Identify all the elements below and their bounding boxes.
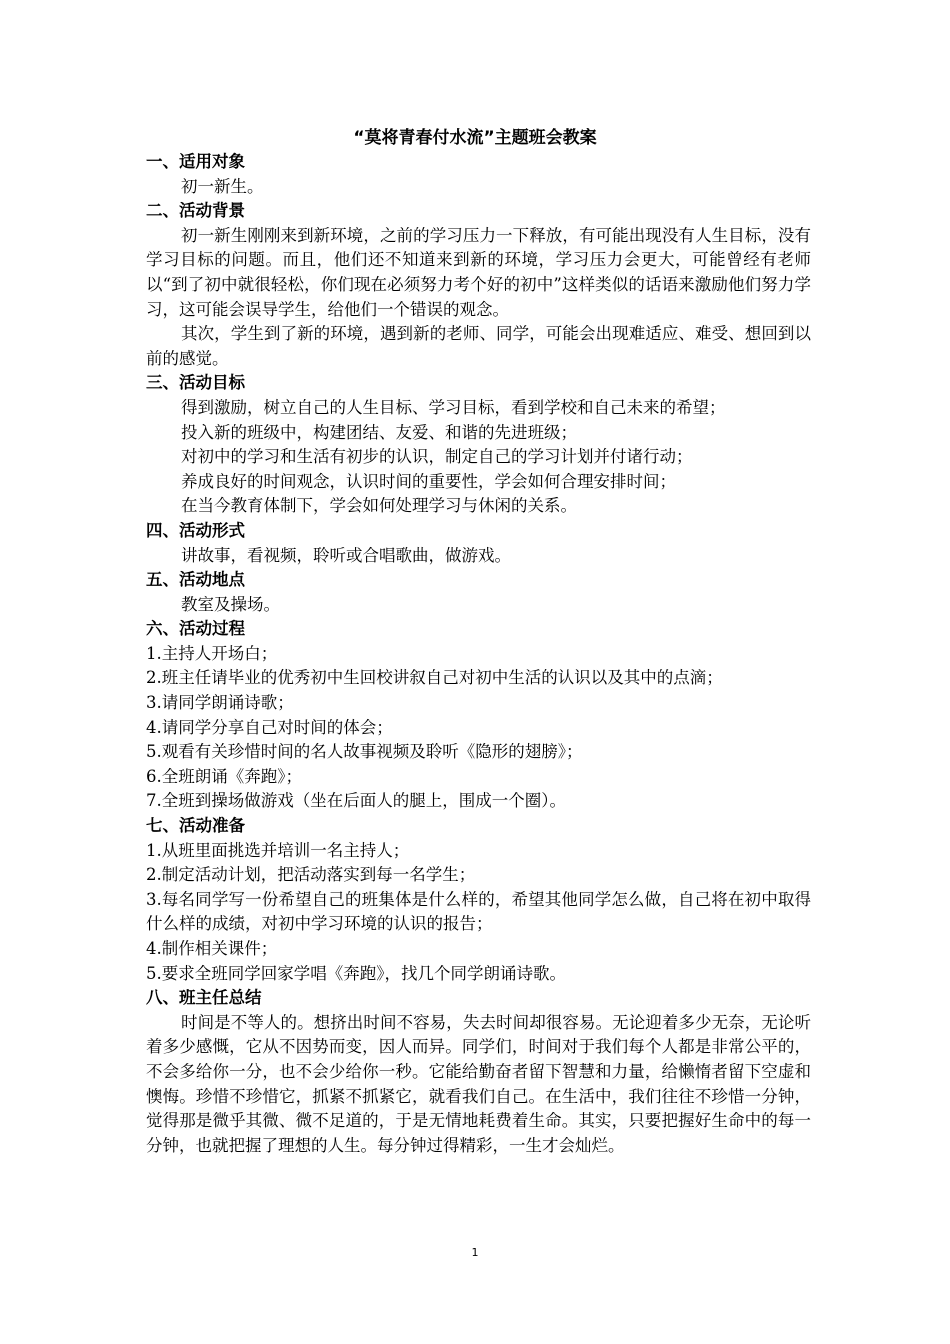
section-text-target: 初一新生。: [181, 176, 264, 196]
goal-item: 投入新的班级中，构建团结、友爱、和谐的先进班级；: [181, 422, 577, 442]
preparation-item: 2.制定活动计划，把活动落实到每一名学生；: [146, 865, 476, 885]
process-item: 4.请同学分享自己对时间的体会；: [146, 717, 393, 737]
background-paragraph-2: 其次，学生到了新的环境，遇到新的老师、同学，可能会出现难适应、难受、想回到以前的感觉。: [146, 324, 811, 368]
goal-item: 在当今教育体制下，学会如何处理学习与休闲的关系。: [181, 496, 577, 516]
section-heading-summary: 八、班主任总结: [146, 988, 262, 1008]
summary-paragraph: 时间是不等人的。想挤出时间不容易，失去时间却很容易。无论迎着多少无奈，无论听着多少感慨，它从不因势而变，因人而异。同学们，时间对于我们每个人都是非常公平的，不会多给你一分，也不会少给你一秒。它能给勤奋者留下智慧和力量，给懒惰者留下空虚和懊悔。珍惜不珍惜它，抓紧不抓紧它，就看我们自己。在生活中，我们往往不珍惜一分钟，觉得那是微乎其微、微不足道的，于是无情地耗费着生命。其实，只要把握好生命中的每一分钟，也就把握了理想的人生。每分钟过得精彩，一生才会灿烂。: [146, 1012, 811, 1155]
process-item: 6.全班朗诵《奔跑》；: [146, 766, 302, 786]
page-number: 1: [471, 1246, 479, 1259]
document-body: [146, 150, 811, 1158]
preparation-item: 4.制作相关课件；: [146, 939, 278, 958]
page-title: “莫将青春付水流”主题班会教案: [353, 128, 597, 148]
preparation-item: 3.每名同学写一份希望自己的班集体是什么样的，希望其他同学怎么做，自己将在初中取得什么样的成绩，对初中学习环境的认识的报告；: [146, 889, 811, 934]
process-item: 1.主持人开场白；: [146, 643, 278, 663]
preparation-item: 5.要求全班同学回家学唱《奔跑》，找几个同学朗诵诗歌。: [146, 963, 566, 983]
section-heading-goals: 三、活动目标: [146, 373, 245, 393]
process-item: 3.请同学朗诵诗歌；: [146, 693, 294, 713]
section-heading-location: 五、活动地点: [146, 570, 245, 590]
section-heading-format: 四、活动形式: [146, 520, 245, 540]
background-paragraph-1: 初一新生刚刚来到新环境，之前的学习压力一下释放，有可能出现没有人生目标，没有学习目标的问题。而且，他们还不知道来到新的环境，学习压力会更大，可能曾经有老师以“到了初中就很轻松，你们现在必须努力考个好的初中”这样类似的话语来激励他们努力学习，这可能会误导学生，给他们一个错误的观念。: [146, 225, 811, 319]
section-text-format: 讲故事，看视频，聆听或合唱歌曲，做游戏。: [181, 545, 511, 565]
section-heading-process: 六、活动过程: [146, 619, 245, 639]
preparation-item: 1.从班里面挑选并培训一名主持人；: [146, 840, 410, 860]
goal-item: 对初中的学习和生活有初步的认识，制定自己的学习计划并付诸行动；: [181, 447, 693, 467]
goal-item: 得到激励，树立自己的人生目标、学习目标，看到学校和自己未来的希望；: [181, 397, 726, 417]
process-item: 2.班主任请毕业的优秀初中生回校讲叙自己对初中生活的认识以及其中的点滴；: [146, 668, 723, 688]
section-text-location: 教室及操场。: [181, 594, 280, 614]
section-heading-preparation: 七、活动准备: [146, 816, 245, 836]
goal-item: 养成良好的时间观念，认识时间的重要性，学会如何合理安排时间；: [181, 471, 676, 491]
section-heading-target: 一、适用对象: [146, 152, 245, 171]
process-item: 7.全班到操场做游戏（坐在后面人的腿上，围成一个圈）。: [146, 791, 566, 811]
section-heading-background: 二、活动背景: [146, 201, 245, 221]
process-item: 5.观看有关珍惜时间的名人故事视频及聆听《隐形的翅膀》；: [146, 742, 583, 762]
